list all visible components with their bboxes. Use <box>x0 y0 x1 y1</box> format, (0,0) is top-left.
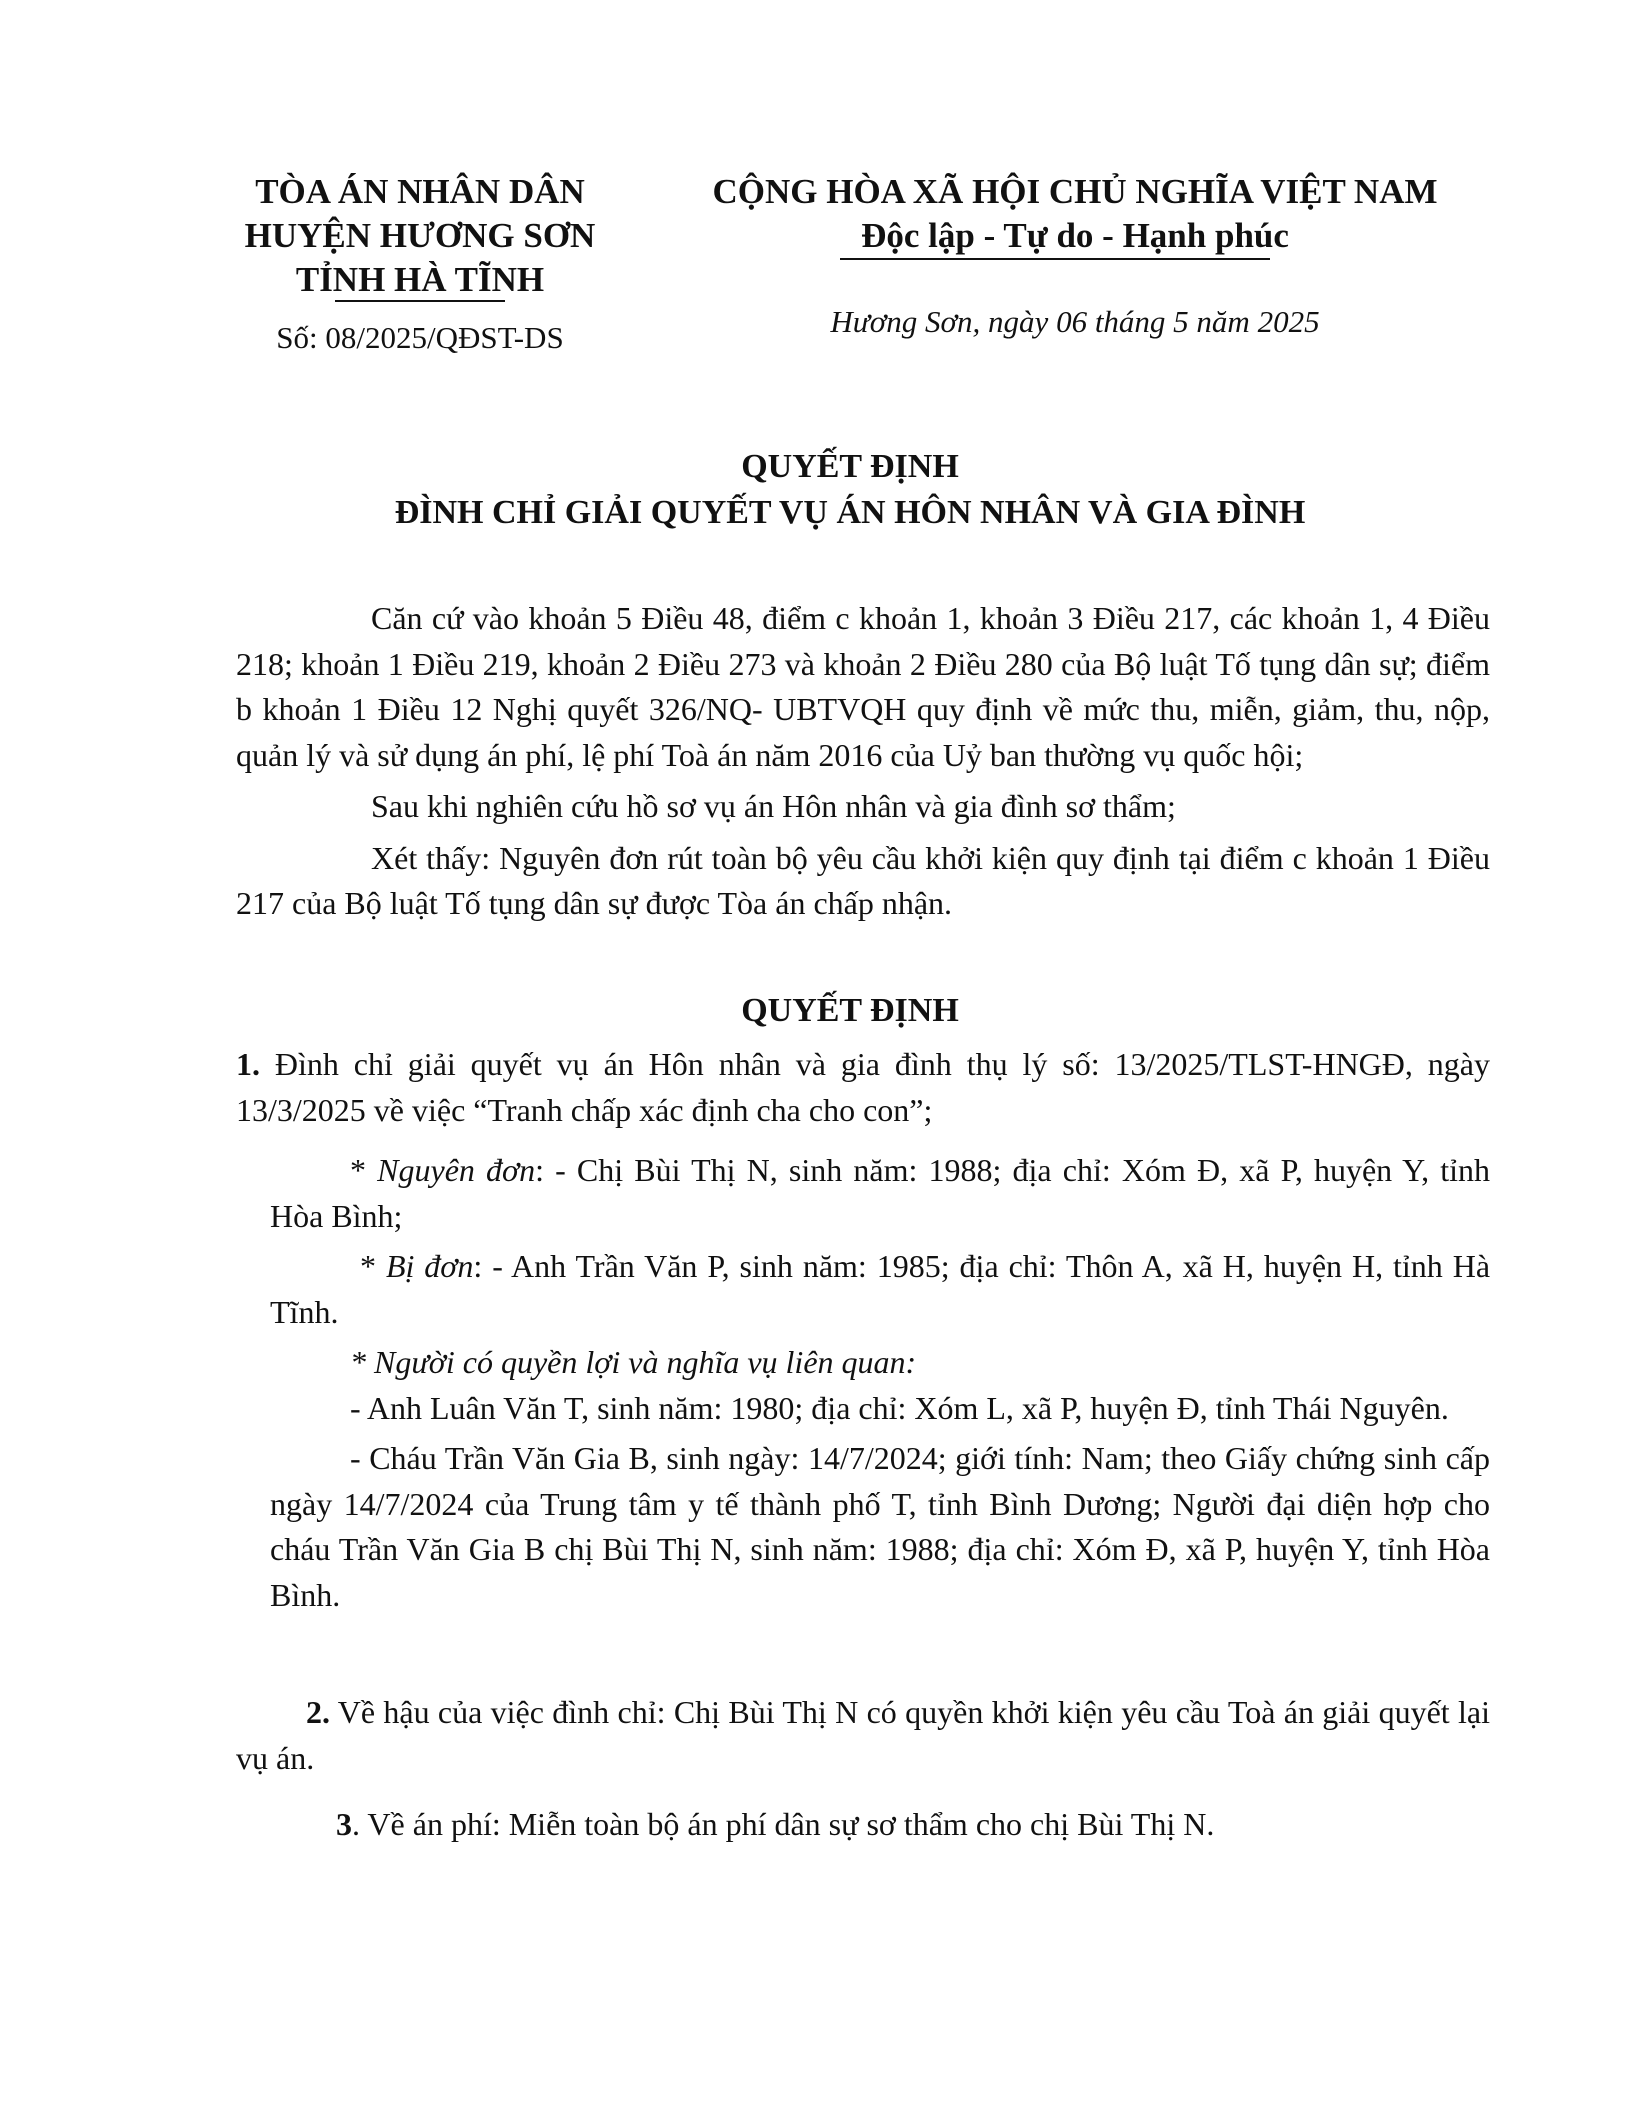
document-number: Số: 08/2025/QĐST-DS <box>276 320 564 355</box>
parties-section <box>270 1148 1490 1618</box>
item-2-number: 2. <box>306 1694 330 1730</box>
court-name-line1: TÒA ÁN NHÂN DÂN <box>255 172 585 211</box>
document-title <box>200 444 1500 536</box>
title-line2: ĐÌNH CHỈ GIẢI QUYẾT VỤ ÁN HÔN NHÂN VÀ GIA ĐÌNH <box>394 494 1306 531</box>
item-1-number: 1. <box>236 1046 260 1082</box>
place-and-date: Hương Sơn, ngày 06 tháng 5 năm 2025 <box>830 304 1320 339</box>
plaintiff-details: : - Chị Bùi Thị N, sinh năm: 1988; địa chỉ: Xóm Đ, xã P, huyện Y, tỉnh Hòa Bình; <box>270 1152 1491 1234</box>
title-line1: QUYẾT ĐỊNH <box>741 448 959 485</box>
court-header <box>200 170 640 302</box>
legal-basis-paragraph: Căn cứ vào khoản 5 Điều 48, điểm c khoản 1, khoản 3 Điều 217, các khoản 1, 4 Điều 218; khoản 1 Điều 219, khoản 2 Điều 273 và khoản 2 Điều 280 của Bộ luật Tố tụng dân sự; điểm b khoản 1 Điều 12 Nghị quyết 326/NQ- UBTVQH quy định về mức thu, miễn, giảm, thu, nộp, quản lý và sử dụng án phí, lệ phí Toà án năm 2016 của Uỷ ban thường vụ quốc hội; <box>236 600 1490 773</box>
decision-item-1 <box>236 1042 1490 1133</box>
plaintiff-paragraph: * Nguyên đơn: - Chị Bùi Thị N, sinh năm: 1988; địa chỉ: Xóm Đ, xã P, huyện Y, tỉnh Hòa Bình; <box>270 1152 1491 1234</box>
item-3-text: . Về án phí: Miễn toàn bộ án phí dân sự sơ thẩm cho chị Bùi Thị N. <box>352 1806 1215 1842</box>
related-party-2: - Cháu Trần Văn Gia B, sinh ngày: 14/7/2024; giới tính: Nam; theo Giấy chứng sinh cấp ngày 14/7/2024 của Trung tâm y tế thành phố T, tỉnh Bình Dương; Người đại diện hợp cho cháu Trần Văn Gia B chị Bùi Thị N, sinh năm: 1988; địa chỉ: Xóm Đ, xã P, huyện Y, tỉnh Hòa Bình. <box>270 1440 1490 1613</box>
defendant-details: : - Anh Trần Văn P, sinh năm: 1985; địa chỉ: Thôn A, xã H, huyện H, tỉnh Hà Tĩnh. <box>270 1248 1491 1330</box>
related-parties-label: * Người có quyền lợi và nghĩa vụ liên quan: <box>350 1344 917 1380</box>
court-header-rule <box>335 300 505 302</box>
nation-name: CỘNG HÒA XÃ HỘI CHỦ NGHĨA VIỆT NAM <box>712 172 1438 211</box>
decision-item-2 <box>236 1690 1490 1781</box>
plaintiff-label: Nguyên đơn <box>377 1152 536 1188</box>
finding-paragraph: Xét thấy: Nguyên đơn rút toàn bộ yêu cầu khởi kiện quy định tại điểm c khoản 1 Điều 217 của Bộ luật Tố tụng dân sự được Tòa án chấp nhận. <box>236 839 1490 921</box>
national-motto: Độc lập - Tự do - Hạnh phúc <box>861 216 1289 255</box>
preamble <box>236 596 1490 927</box>
defendant-paragraph: * Bị đơn: - Anh Trần Văn P, sinh năm: 1985; địa chỉ: Thôn A, xã H, huyện H, tỉnh Hà Tĩnh. <box>270 1248 1491 1330</box>
review-paragraph: Sau khi nghiên cứu hồ sơ vụ án Hôn nhân và gia đình sơ thẩm; <box>371 788 1176 824</box>
motto-underline <box>840 258 1270 260</box>
defendant-label: Bị đơn <box>385 1248 474 1284</box>
decision-heading: QUYẾT ĐỊNH <box>741 992 959 1029</box>
related-party-1: - Anh Luân Văn T, sinh năm: 1980; địa chỉ: Xóm L, xã P, huyện Đ, tỉnh Thái Nguyên. <box>350 1389 1449 1426</box>
item-2-text: Về hậu của việc đình chỉ: Chị Bùi Thị N có quyền khởi kiện yêu cầu Toà án giải quyết lại vụ án. <box>236 1694 1490 1776</box>
court-name-line2: HUYỆN HƯƠNG SƠN <box>244 216 596 255</box>
nation-header <box>660 170 1490 258</box>
item-3-number: 3 <box>336 1806 352 1842</box>
court-name-line3: TỈNH HÀ TĨNH <box>295 260 545 299</box>
decision-item-3 <box>236 1802 1490 1848</box>
item-1-text: Đình chỉ giải quyết vụ án Hôn nhân và gia đình thụ lý số: 13/2025/TLST-HNGĐ, ngày 13/3/2025 về việc “Tranh chấp xác định cha cho con”; <box>236 1046 1490 1128</box>
